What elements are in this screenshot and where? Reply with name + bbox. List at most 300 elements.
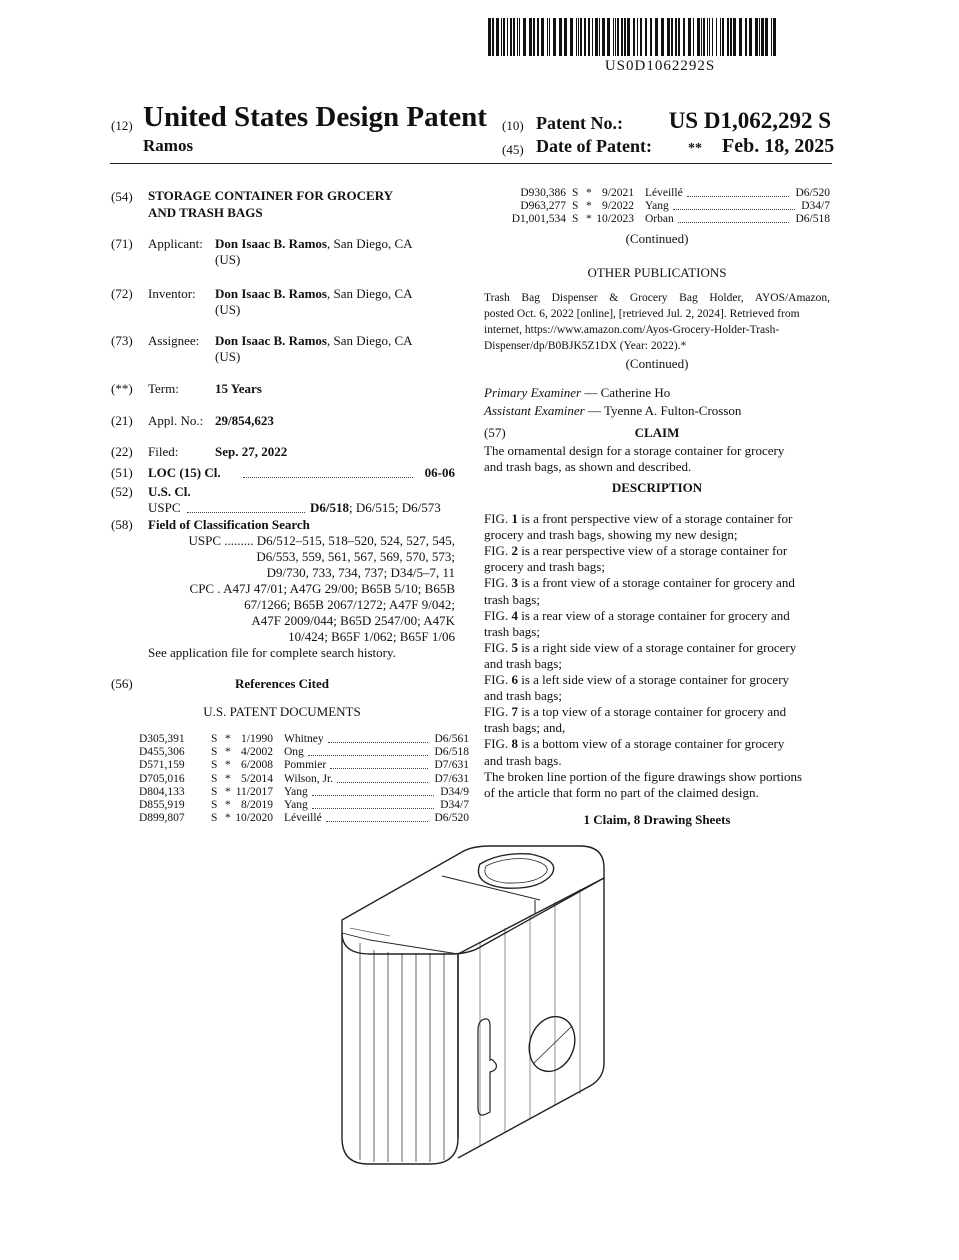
reference-number: D1,001,534 — [511, 213, 566, 226]
primary-examiner — [484, 385, 670, 401]
header-rule — [110, 163, 832, 164]
reference-kind: S — [211, 759, 218, 772]
field-line: D9/730, 733, 734, 737; D34/5–7, 11 — [266, 565, 455, 580]
inventor — [215, 286, 413, 302]
assistant-examiner — [484, 403, 741, 419]
loc-code: (51) — [111, 465, 133, 480]
reference-class: D6/561 — [434, 733, 469, 745]
reference-number: D705,016 — [139, 772, 185, 785]
barcode-bar — [678, 18, 680, 56]
barcode-bar — [716, 18, 717, 56]
front-ribs — [360, 943, 444, 1162]
barcode-bar — [617, 18, 619, 56]
description-num: 1 — [511, 511, 518, 526]
reference-date: 6/2008 — [241, 759, 273, 772]
barcode-bar — [650, 18, 652, 56]
reference-class: D34/7 — [801, 200, 830, 213]
assistant-examiner-name: — Tyenne A. Fulton-Crosson — [584, 403, 742, 418]
barcode-bar — [688, 18, 691, 56]
reference-kind: S — [211, 772, 218, 785]
other-pub-line: posted Oct. 6, 2022 [online], [retrieved Jul. 2, 2024]. Retrieved from — [484, 308, 800, 320]
term-code: (**) — [111, 381, 133, 396]
uspc-other: ; D6/515; D6/573 — [349, 500, 441, 515]
uscl-code: (52) — [111, 484, 133, 499]
other-pub-line: Trash Bag Dispenser & Grocery Bag Holder, AYOS/Amazon, — [484, 292, 830, 304]
barcode-bar — [547, 18, 548, 56]
reference-kind: S — [572, 213, 579, 226]
description-line — [484, 543, 830, 559]
reference-kind: S — [211, 746, 218, 759]
reference-leader — [330, 768, 428, 769]
reference-class: D7/631 — [434, 759, 469, 772]
side-hole-divider — [534, 1026, 572, 1063]
description-line — [484, 624, 830, 640]
reference-date: 10/2020 — [235, 812, 273, 825]
reference-row — [139, 786, 469, 799]
barcode-bar — [492, 18, 494, 56]
barcode-bar — [592, 18, 593, 56]
reference-leader — [687, 196, 789, 197]
description-post: grocery and trash bags; — [484, 559, 605, 575]
barcode-bar — [503, 18, 505, 56]
barcode-bar — [712, 18, 713, 56]
description-post: is a left side view of a storage container for grocery — [517, 672, 790, 687]
barcode-bar — [633, 18, 635, 56]
reference-date: 9/2022 — [602, 200, 634, 213]
description-post: of the article that form no part of the claimed design. — [484, 784, 759, 800]
barcode-bar — [588, 18, 590, 56]
barcode-bar — [602, 18, 605, 56]
lid-front-edge — [342, 933, 458, 954]
reference-row — [139, 799, 469, 812]
reference-leader — [328, 742, 428, 743]
barcode-bar — [703, 18, 705, 56]
barcode-bar — [755, 18, 758, 56]
claim-line: The ornamental design for a storage container for grocery — [484, 443, 785, 458]
applicant-label: Applicant: — [148, 236, 203, 251]
reference-kind: S — [572, 200, 579, 213]
term-label: Term: — [148, 381, 179, 396]
barcode-bar — [640, 18, 642, 56]
reference-star: * — [225, 785, 231, 798]
reference-leader — [673, 209, 795, 210]
appl-label: Appl. No.: — [148, 413, 204, 428]
assignee-country: (US) — [215, 349, 241, 364]
barcode-bar — [645, 18, 647, 56]
reference-name: Yang — [284, 785, 308, 798]
reference-name: Yang — [284, 799, 308, 811]
refs-code: (56) — [111, 676, 133, 691]
description-post: and trash bags; — [484, 655, 562, 671]
reference-row — [139, 746, 469, 759]
description-post: is a front view of a storage container for grocery and — [517, 575, 795, 591]
description-line — [484, 592, 830, 608]
barcode-bar — [771, 18, 772, 56]
claim-heading: CLAIM — [634, 425, 680, 440]
reference-name: Wilson, Jr. — [284, 772, 334, 785]
title-line-1: STORAGE CONTAINER FOR GROCERY — [148, 188, 394, 203]
reference-star: * — [586, 187, 592, 199]
barcode-bar — [709, 18, 710, 56]
patent-date: Feb. 18, 2025 — [722, 135, 835, 157]
barcode-bar — [765, 18, 768, 56]
description-post: is a rear view of a storage container for grocery and — [517, 607, 790, 623]
barcode-bar — [510, 18, 512, 56]
reference-kind: S — [211, 799, 218, 811]
reference-star: * — [225, 733, 231, 745]
reference-star: * — [586, 200, 592, 213]
description-pre: FIG. — [484, 736, 512, 752]
description-pre: FIG. — [484, 639, 512, 655]
uspc-classes — [310, 500, 441, 516]
description-post: trash bags; — [484, 591, 540, 607]
barcode-bar — [513, 18, 515, 56]
reference-star: * — [225, 812, 231, 825]
barcode-bar — [553, 18, 556, 56]
field-note: See application file for complete search history. — [148, 645, 396, 660]
reference-class: D6/520 — [795, 187, 830, 199]
field-label: Field of Classification Search — [148, 517, 310, 532]
barcode-bar — [761, 18, 764, 56]
description-pre: FIG. — [484, 672, 512, 687]
right-reference-list — [500, 187, 830, 232]
left-reference-list — [139, 733, 469, 833]
patent-no-label: Patent No.: — [536, 113, 623, 133]
description-pre: FIG. — [484, 607, 512, 623]
description-line — [484, 511, 830, 527]
reference-class: D34/7 — [440, 799, 469, 811]
claim-line: and trash bags, as shown and described. — [484, 459, 692, 474]
barcode-bar — [507, 18, 508, 56]
reference-date: 5/2014 — [241, 772, 273, 785]
barcode-bar — [584, 18, 586, 56]
barcode-bar — [773, 18, 776, 56]
reference-leader — [312, 808, 434, 809]
loc-leader — [243, 477, 413, 478]
description-pre: FIG. — [484, 704, 512, 720]
barcode-bar — [675, 18, 677, 56]
description-line — [484, 704, 830, 720]
description-num: 6 — [511, 672, 518, 687]
description-line — [484, 608, 830, 624]
claims-summary: 1 Claim, 8 Drawing Sheets — [583, 812, 731, 827]
uscl-label: U.S. Cl. — [148, 484, 191, 499]
reference-number: D899,807 — [139, 812, 185, 825]
lid-top-face — [342, 846, 604, 954]
reference-row — [139, 812, 469, 825]
field-line: A47F 2009/044; B65D 2547/00; A47K — [251, 613, 455, 628]
reference-class: D6/518 — [434, 746, 469, 759]
reference-name: Ong — [284, 746, 304, 759]
other-pub-line: Dispenser/dp/B0BJK5Z1DX (Year: 2022).* — [484, 340, 687, 352]
reference-row — [500, 213, 830, 226]
description-post: is a front perspective view of a storage container for — [517, 511, 793, 526]
filed-label: Filed: — [148, 444, 179, 459]
continued-publications: (Continued) — [625, 356, 689, 371]
reference-date: 10/2023 — [596, 213, 634, 226]
uspc-main: D6/518 — [310, 500, 349, 515]
reference-star: * — [225, 746, 231, 759]
barcode-bar — [671, 18, 673, 56]
barcode-bar — [576, 18, 577, 56]
description-num: 8 — [511, 736, 518, 752]
title-line-2: AND TRASH BAGS — [148, 205, 263, 220]
reference-number: D804,133 — [139, 785, 185, 798]
description-num: 5 — [511, 639, 518, 655]
barcode-bar — [523, 18, 526, 56]
barcode-bar — [517, 18, 518, 56]
claim-code: (57) — [484, 425, 506, 440]
reference-class: D7/631 — [434, 772, 469, 785]
barcode-bar — [570, 18, 573, 56]
field-line: 10/424; B65F 1/062; B65F 1/06 — [288, 629, 455, 644]
reference-name: Pommier — [284, 759, 327, 772]
barcode-bar — [693, 18, 694, 56]
barcode-bar — [613, 18, 614, 56]
other-pubs-heading: OTHER PUBLICATIONS — [587, 265, 727, 280]
uspc-leader — [187, 512, 305, 513]
description-post: trash bags; — [484, 623, 540, 639]
barcode-bar — [720, 18, 721, 56]
barcode-bar — [739, 18, 742, 56]
description-num: 4 — [511, 607, 518, 623]
barcode-bar — [621, 18, 623, 56]
barcode-bar — [627, 18, 630, 56]
other-pub-line: internet, https://www.amazon.com/Ayos-Grocery-Holder-Trash- — [484, 324, 780, 336]
filed-value: Sep. 27, 2022 — [215, 444, 288, 459]
description-num: 7 — [511, 704, 518, 720]
description-heading: DESCRIPTION — [611, 480, 703, 495]
description-line — [484, 672, 830, 688]
reference-row — [500, 187, 830, 200]
inventor-name: Don Isaac B. Ramos — [215, 286, 327, 301]
barcode-bar — [533, 18, 535, 56]
term-value: 15 Years — [215, 381, 262, 396]
date-label: Date of Patent: — [536, 136, 652, 156]
barcode-bar — [624, 18, 626, 56]
description-line — [484, 656, 830, 672]
primary-examiner-label: Primary Examiner — [484, 385, 582, 400]
primary-examiner-name: — Catherine Ho — [581, 385, 671, 400]
barcode-bar — [615, 18, 616, 56]
refs-subheading: U.S. PATENT DOCUMENTS — [203, 704, 361, 719]
description-post: is a right side view of a storage container for grocery — [517, 639, 797, 655]
reference-row — [500, 200, 830, 213]
barcode-number: US0D1062292S — [604, 58, 716, 74]
description-post: trash bags; and, — [484, 720, 566, 736]
barcode-bar — [683, 18, 685, 56]
applicant — [215, 236, 413, 252]
reference-number: D305,391 — [139, 733, 185, 745]
barcode-bar — [655, 18, 658, 56]
loc-label: LOC (15) Cl. — [148, 465, 221, 480]
reference-number: D855,919 — [139, 799, 185, 811]
barcode-bar — [529, 18, 532, 56]
reference-name: Whitney — [284, 733, 324, 745]
reference-name: Léveillé — [645, 187, 683, 199]
barcode-bar — [745, 18, 747, 56]
reference-class: D6/520 — [434, 812, 469, 825]
inventor-country: (US) — [215, 302, 241, 317]
reference-date: 1/1990 — [241, 733, 273, 745]
assignee-location: , San Diego, CA — [326, 333, 413, 348]
field-line: D6/553, 559, 561, 567, 569, 570, 573; — [256, 549, 455, 564]
field-line: 67/1266; B65B 2067/1272; A47F 9/042; — [244, 597, 455, 612]
assignee-name: Don Isaac B. Ramos — [215, 333, 327, 348]
description-post: is a bottom view of a storage container for grocery — [517, 736, 785, 752]
assistant-examiner-label: Assistant Examiner — [484, 403, 585, 418]
reference-name: Léveillé — [284, 812, 322, 825]
reference-leader — [678, 222, 789, 223]
barcode-bar — [759, 18, 760, 56]
date-stars: ** — [688, 141, 702, 156]
reference-kind: S — [572, 187, 579, 199]
field-line: CPC . A47J 47/01; A47G 29/00; B65B 5/10; B65B — [189, 581, 455, 596]
barcode-bar — [488, 18, 491, 56]
applicant-country: (US) — [215, 252, 241, 267]
description-line — [484, 720, 830, 736]
reference-number: D455,306 — [139, 746, 185, 759]
inventor-code: (72) — [111, 286, 133, 301]
field-code: (58) — [111, 517, 133, 532]
barcode-bar — [559, 18, 562, 56]
barcode-bar — [578, 18, 579, 56]
reference-kind: S — [211, 785, 218, 798]
reference-name: Orban — [645, 213, 674, 226]
applicant-code: (71) — [111, 236, 133, 251]
inventor-surname: Ramos — [143, 136, 194, 155]
description-pre: FIG. — [484, 543, 512, 559]
description-num: 3 — [511, 575, 518, 591]
reference-row — [139, 759, 469, 772]
applicant-location: , San Diego, CA — [326, 236, 413, 251]
barcode-bar — [661, 18, 664, 56]
barcode-bar — [637, 18, 638, 56]
reference-star: * — [225, 772, 231, 785]
description-line — [484, 688, 830, 704]
barcode-bar — [496, 18, 499, 56]
barcode-bar — [697, 18, 700, 56]
reference-star: * — [225, 759, 231, 772]
barcode-bar — [549, 18, 550, 56]
reference-class: D6/518 — [795, 213, 830, 226]
title-code: (54) — [111, 189, 133, 204]
description-post: is a rear perspective view of a storage container for — [517, 543, 788, 559]
reference-date: 11/2017 — [235, 785, 273, 798]
patent-number: US D1,062,292 S — [668, 108, 831, 133]
inventor-label: Inventor: — [148, 286, 196, 301]
inventor-location: , San Diego, CA — [326, 286, 413, 301]
barcode-bar — [722, 18, 724, 56]
reference-number: D963,277 — [520, 200, 566, 213]
assignee — [215, 333, 413, 349]
barcode-bar — [730, 18, 732, 56]
reference-number: D571,159 — [139, 759, 185, 772]
reference-row — [139, 773, 469, 786]
barcode-bar — [707, 18, 708, 56]
barcode — [488, 18, 832, 58]
reference-star: * — [225, 799, 231, 811]
description-post: The broken line portion of the figure drawings show portions — [484, 768, 803, 784]
continued-references: (Continued) — [625, 231, 689, 246]
description-line — [484, 575, 830, 591]
reference-name: Yang — [645, 200, 669, 213]
loc-value: 06-06 — [424, 465, 455, 480]
description-pre: FIG. — [484, 575, 512, 591]
side-round-hole — [522, 1010, 582, 1078]
barcode-bar — [749, 18, 752, 56]
barcode-bar — [564, 18, 567, 56]
description-line — [484, 527, 830, 543]
reference-leader — [312, 795, 434, 796]
appl-value: 29/854,623 — [215, 413, 274, 428]
barcode-bar — [595, 18, 598, 56]
description-line — [484, 785, 830, 801]
description-line — [484, 640, 830, 656]
description-post: and trash bags. — [484, 752, 562, 768]
filed-code: (22) — [111, 444, 133, 459]
description-post: grocery and trash bags, showing my new design; — [484, 527, 738, 543]
description-line — [484, 736, 830, 752]
reference-star: * — [586, 213, 592, 226]
barcode-bar — [733, 18, 736, 56]
barcode-bar — [501, 18, 502, 56]
reference-leader — [326, 821, 428, 822]
assignee-code: (73) — [111, 333, 133, 348]
date-code: (45) — [502, 142, 524, 157]
design-drawing — [330, 838, 620, 1178]
description-line — [484, 769, 830, 785]
reference-date: 4/2002 — [241, 746, 273, 759]
refs-heading: References Cited — [235, 676, 329, 691]
reference-kind: S — [211, 733, 218, 745]
uspc-label: USPC — [148, 500, 181, 515]
barcode-bar — [541, 18, 544, 56]
applicant-name: Don Isaac B. Ramos — [215, 236, 327, 251]
barcode-bar — [727, 18, 729, 56]
reference-kind: S — [211, 812, 218, 825]
barcode-bar — [607, 18, 610, 56]
assignee-label: Assignee: — [148, 333, 200, 348]
bag-slot — [478, 1019, 496, 1115]
type-code: (12) — [111, 118, 133, 133]
description-line — [484, 753, 830, 769]
description-post: is a top view of a storage container for grocery and — [517, 704, 787, 720]
barcode-bar — [519, 18, 520, 56]
barcode-bar — [667, 18, 670, 56]
barcode-bar — [580, 18, 582, 56]
reference-class: D34/9 — [440, 785, 469, 798]
barcode-bar — [599, 18, 600, 56]
patent-no-code: (10) — [502, 118, 524, 133]
appl-code: (21) — [111, 413, 133, 428]
side-ribs — [480, 889, 580, 1146]
description-line — [484, 559, 830, 575]
description-num: 2 — [511, 543, 518, 559]
description-post: and trash bags; — [484, 688, 562, 704]
description-body — [484, 511, 830, 801]
reference-leader — [308, 755, 428, 756]
reference-number: D930,386 — [520, 187, 566, 199]
reference-date: 8/2019 — [241, 799, 273, 811]
description-pre: FIG. — [484, 511, 512, 526]
lid-opening-inner — [485, 859, 547, 883]
reference-row — [139, 733, 469, 746]
field-line: USPC ......... D6/512–515, 518–520, 524, 527, 545, — [188, 533, 455, 548]
front-face — [342, 933, 458, 1164]
lid-small-detail — [350, 928, 390, 936]
patent-type-title: United States Design Patent — [143, 101, 487, 133]
